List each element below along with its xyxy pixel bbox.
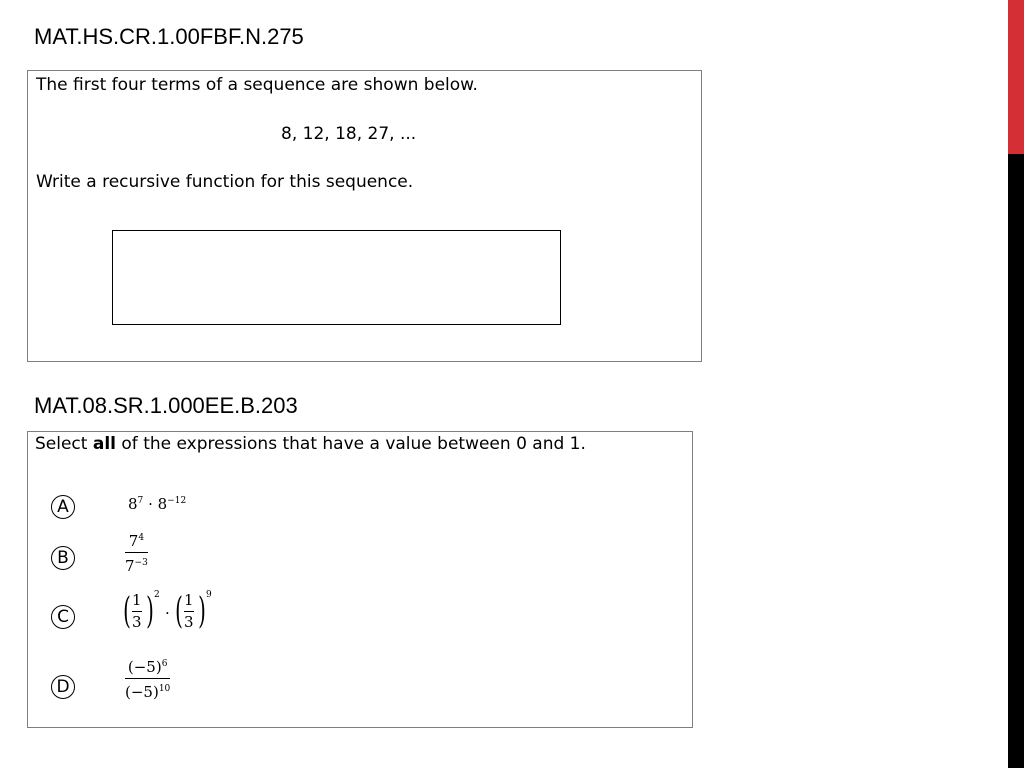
choice-c-f2-den: 3 [184, 613, 194, 631]
choice-c-paren-open-2: ( [175, 591, 183, 632]
choice-c-fraction-1 [132, 592, 142, 631]
choice-a-expression [128, 495, 186, 513]
item-1-box [27, 70, 702, 362]
choice-c-f2-num: 1 [184, 591, 194, 609]
choice-c-fraction-2 [184, 592, 194, 631]
choice-c-paren-open-1: ( [123, 591, 131, 632]
choice-a-exp1: 7 [137, 496, 144, 506]
choice-d-expression [125, 656, 170, 701]
choice-c-f1-bar [132, 611, 142, 612]
item-2-prompt [35, 434, 586, 454]
item-1-instruction: Write a recursive function for this sequence. [36, 172, 414, 192]
choice-b-letter[interactable]: B [51, 546, 75, 570]
choice-d-num-base: (−5) [127, 658, 162, 676]
choice-b-denominator [125, 555, 148, 575]
side-accent-bar [1008, 0, 1024, 768]
choice-a-exp2: −12 [167, 496, 187, 506]
item-1-answer-box[interactable] [112, 230, 561, 325]
choice-d-den-exp: 10 [158, 684, 171, 694]
choice-a-base2: 8 [157, 495, 168, 513]
choice-c-f1-num: 1 [132, 591, 142, 609]
choice-b-numerator [129, 530, 144, 550]
item-2-box [27, 431, 693, 728]
choice-d-numerator [128, 656, 168, 676]
item-2-prompt-after: of the expressions that have a value between 0 and 1. [116, 434, 586, 454]
side-accent-red [1008, 0, 1024, 154]
choice-d-letter[interactable]: D [51, 675, 75, 699]
choice-c-letter[interactable]: C [51, 605, 75, 629]
item-2-prompt-bold: all [92, 434, 116, 454]
choice-b-fraction-bar [125, 552, 148, 553]
choice-a-letter[interactable]: A [51, 495, 75, 519]
choice-b-num-base: 7 [128, 532, 139, 550]
choice-b-expression [125, 530, 148, 575]
choice-a-base1: 8 [128, 495, 138, 513]
item-1-sequence: 8, 12, 18, 27, ... [281, 124, 417, 144]
choice-c-paren-close-1: ) [146, 591, 154, 632]
choice-c-f2-bar [184, 611, 194, 612]
choice-b-den-base: 7 [125, 557, 135, 575]
choice-d-num-exp: 6 [161, 659, 168, 669]
choice-d-fraction-bar [125, 678, 170, 679]
choice-d-den-base: (−5) [125, 683, 159, 701]
choice-c-paren-close-2: ) [198, 591, 206, 632]
item-1-code: MAT.HS.CR.1.00FBF.N.275 [34, 24, 304, 49]
item-2-code: MAT.08.SR.1.000EE.B.203 [34, 393, 298, 418]
choice-b-num-exp: 4 [138, 533, 145, 543]
choice-c-exp2: 9 [206, 590, 212, 600]
choice-b-den-exp: −3 [134, 558, 148, 568]
item-2-prompt-before: Select [35, 434, 93, 454]
choice-c-f1-den: 3 [132, 613, 142, 631]
choice-c-exp1: 2 [154, 590, 160, 600]
choice-c-expression [120, 590, 220, 640]
choice-a-dot: · [148, 495, 153, 513]
side-accent-black [1008, 154, 1024, 768]
choice-d-denominator [125, 681, 170, 701]
choice-c-dot: · [165, 604, 170, 622]
item-1-prompt: The first four terms of a sequence are shown below. [36, 75, 478, 95]
